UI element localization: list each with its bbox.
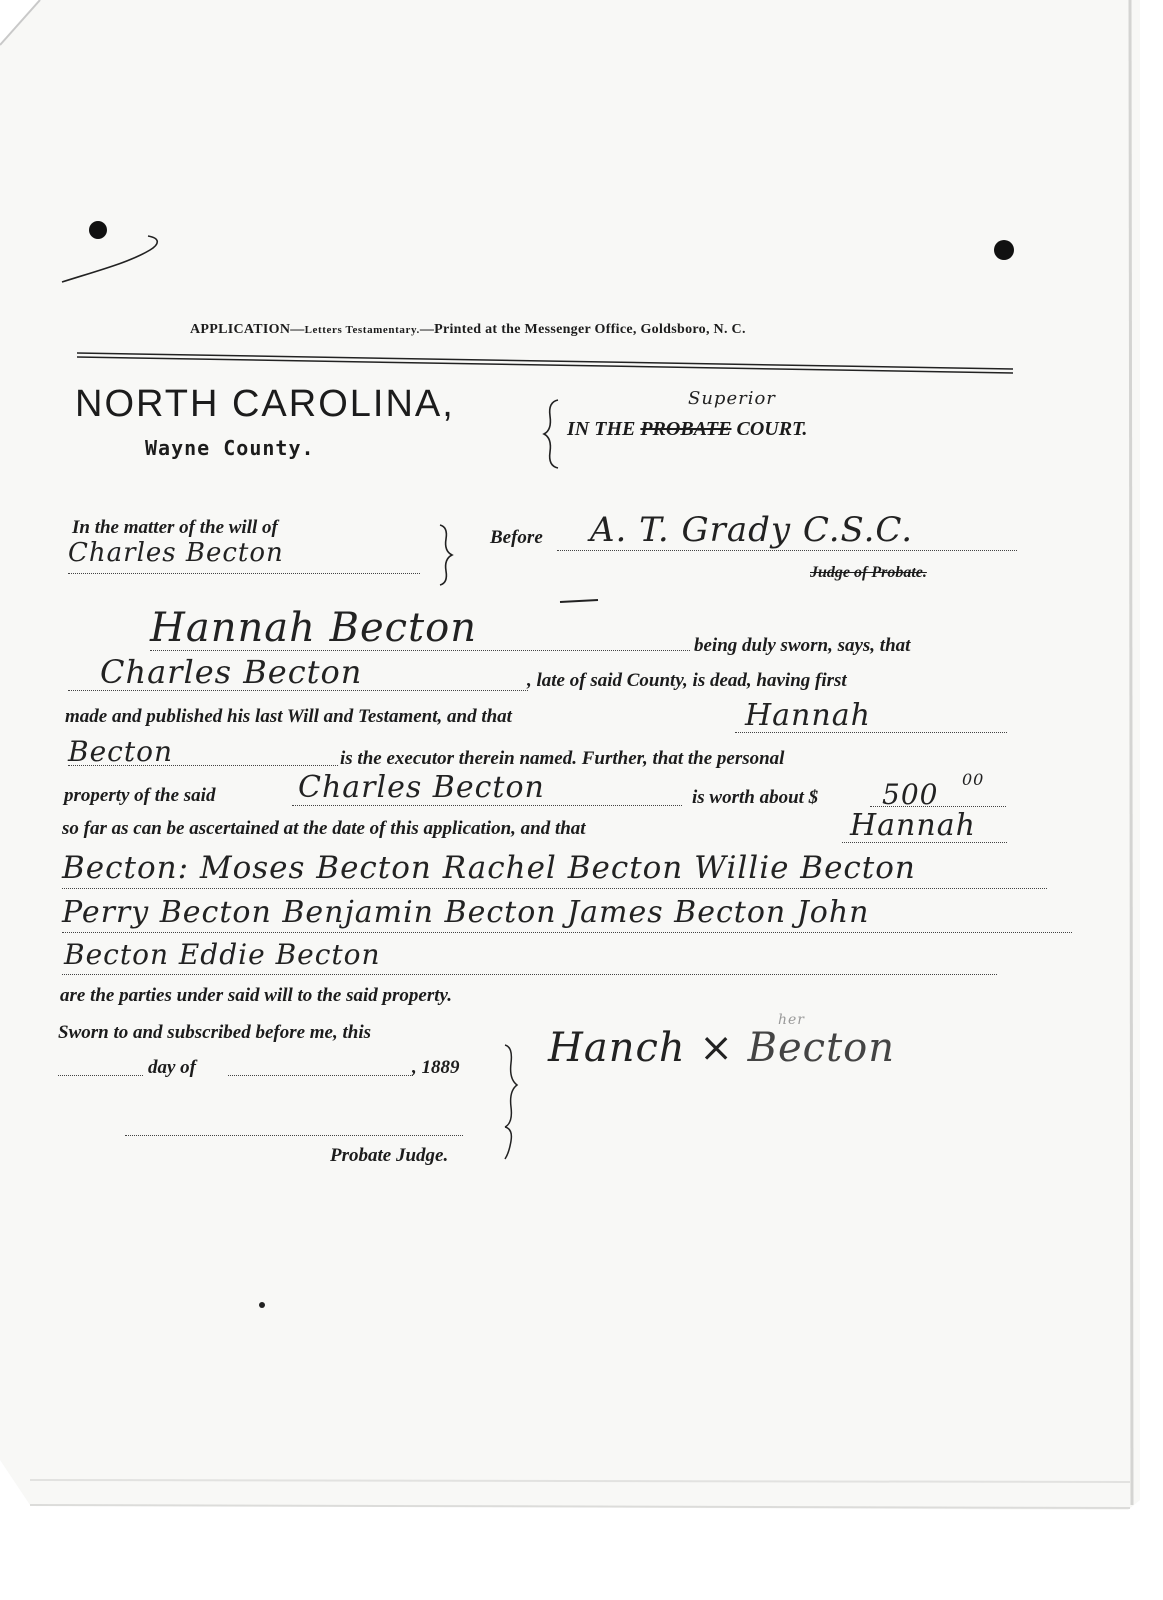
court-line	[567, 418, 807, 441]
court-word: COURT.	[736, 418, 808, 440]
parties-hand-4: Becton Eddie Becton	[64, 938, 381, 971]
executor-name-hand-1: Hannah	[745, 698, 871, 733]
judge-name-hand: A. T. Grady C.S.C.	[590, 510, 914, 550]
signature-name-a: Hanch	[548, 1025, 686, 1071]
oath-line-6: so far as can be ascertained at the date of this application, and that	[62, 818, 586, 839]
parties-hand-3: Perry Becton Benjamin Becton James Becton John	[62, 895, 870, 930]
executor-name-hand-2: Becton	[68, 735, 173, 768]
jurat-line-1: Sworn to and subscribed before me, this	[58, 1022, 372, 1043]
judge-struck-title: Judge of Probate.	[810, 564, 927, 581]
signature	[548, 1025, 895, 1071]
county-title: Wayne County.	[145, 436, 315, 460]
deceased-name-hand: Charles Becton	[68, 538, 284, 568]
parties-hand-2: Becton: Moses Becton Rachel Becton Willie Becton	[62, 850, 916, 886]
amount-hand: 500	[882, 778, 939, 811]
applicant-name-hand: Hannah Becton	[150, 605, 477, 651]
signature-her-mark: her	[778, 1012, 805, 1028]
court-in-the: IN THE	[567, 418, 636, 440]
court-correction: Superior	[688, 388, 776, 409]
jurat-day-of: day of	[148, 1057, 197, 1078]
header-prefix: APPLICATION—	[190, 322, 305, 337]
header-suffix: —Printed at the Messenger Office, Goldsboro, N. C.	[419, 322, 746, 337]
header-smallcaps: Letters Testamentary.	[304, 324, 420, 336]
state-title: NORTH CAROLINA,	[75, 383, 455, 425]
deceased-name-hand-2: Charles Becton	[100, 653, 363, 691]
punch-hole-right	[994, 240, 1014, 260]
amount-cents-hand: 00	[962, 770, 985, 789]
signature-name-b: Becton	[747, 1025, 895, 1071]
oath-line-3: made and published his last Will and Testament, and that	[65, 706, 512, 727]
signature-mark: ×	[699, 1025, 734, 1071]
oath-line-4: is the executor therein named. Further, that the personal	[340, 748, 785, 769]
matter-label: In the matter of the will of	[72, 517, 278, 538]
property-owner-hand: Charles Becton	[298, 770, 545, 805]
court-struck-word: PROBATE	[640, 418, 732, 440]
parties-hand-1: Hannah	[850, 808, 976, 843]
oath-line-1: being duly sworn, says, that	[694, 635, 911, 656]
punch-hole-left	[89, 221, 107, 239]
before-label: Before	[490, 527, 543, 548]
parties-line: are the parties under said will to the said property.	[60, 985, 452, 1006]
form-header	[190, 322, 746, 338]
jurat-probate-judge: Probate Judge.	[330, 1145, 449, 1166]
oath-line-2: , late of said County, is dead, having first	[527, 670, 847, 691]
jurat-year: , 1889	[412, 1057, 460, 1078]
oath-line-5b: is worth about $	[692, 787, 819, 808]
oath-line-5a: property of the said	[64, 785, 216, 806]
